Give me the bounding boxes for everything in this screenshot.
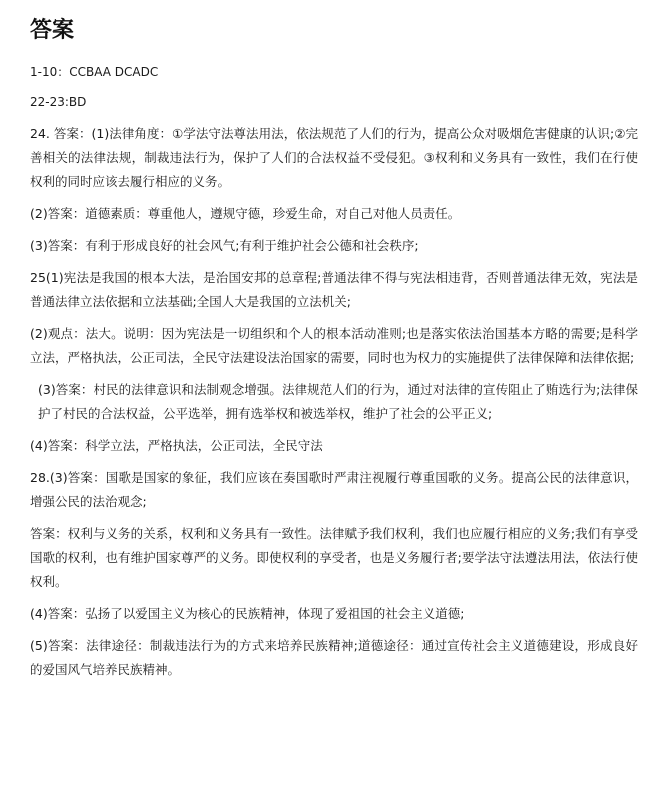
- mc-answers-1-10: 1-10：CCBAA DCADC: [30, 65, 159, 79]
- page-title: 答案: [30, 18, 75, 43]
- q25-part3: (3)答案：村民的法律意识和法制观念增强。法律规范人们的行为，通过对法律的宣传阻止了贿选行为;法律保护了村民的合法权益，公平选举，拥有选举权和被选举权，维护了社会的公平正义;: [38, 382, 638, 421]
- q28-part4: (4)答案：弘扬了以爱国主义为核心的民族精神，体现了爱祖国的社会主义道德;: [30, 606, 465, 621]
- q28-answer: 答案：权利与义务的关系，权利和义务具有一致性。法律赋予我们权利，我们也应履行相应的义务;我们有享受国歌的权利，也有维护国家尊严的义务。即使权利的享受者，也是义务履行者;要学法守法遵法用法，依法行使权利。: [30, 526, 638, 589]
- q28-part3: 28.(3)答案：国歌是国家的象征，我们应该在奏国歌时严肃注视履行尊重国歌的义务。提高公民的法律意识，增强公民的法治观念;: [30, 470, 638, 509]
- q28-part5: (5)答案：法律途径：制裁违法行为的方式来培养民族精神;道德途径：通过宣传社会主义道德建设，形成良好的爱国风气培养民族精神。: [30, 638, 638, 677]
- q24-part2: (2)答案：道德素质：尊重他人，遵规守德，珍爱生命，对自己对他人员责任。: [30, 206, 461, 221]
- q24-part1: 24. 答案：(1)法律角度：①学法守法尊法用法，依法规范了人们的行为，提高公众对吸烟危害健康的认识;②完善相关的法律法规，制裁违法行为，保护了人们的合法权益不受侵犯。③权利和义务具有一致性，我们在行使权利的同时应该去履行相应的义务。: [30, 126, 638, 189]
- q25-part1: 25(1)宪法是我国的根本大法，是治国安邦的总章程;普通法律不得与宪法相违背，否则普通法律无效，宪法是普通法律立法依据和立法基础;全国人大是我国的立法机关;: [30, 270, 638, 309]
- q25-part2: (2)观点：法大。说明：因为宪法是一切组织和个人的根本活动准则;也是落实依法治国基本方略的需要;是科学立法，严格执法，公正司法，全民守法建设法治国家的需要，同时也为权力的实施提供了法律保障和法律依据;: [30, 326, 638, 365]
- q24-part3: (3)答案：有利于形成良好的社会风气;有利于维护社会公德和社会秩序;: [30, 238, 419, 253]
- q25-part4: (4)答案：科学立法，严格执法，公正司法，全民守法: [30, 438, 323, 453]
- mc-answers-22-23: 22-23:BD: [30, 95, 87, 109]
